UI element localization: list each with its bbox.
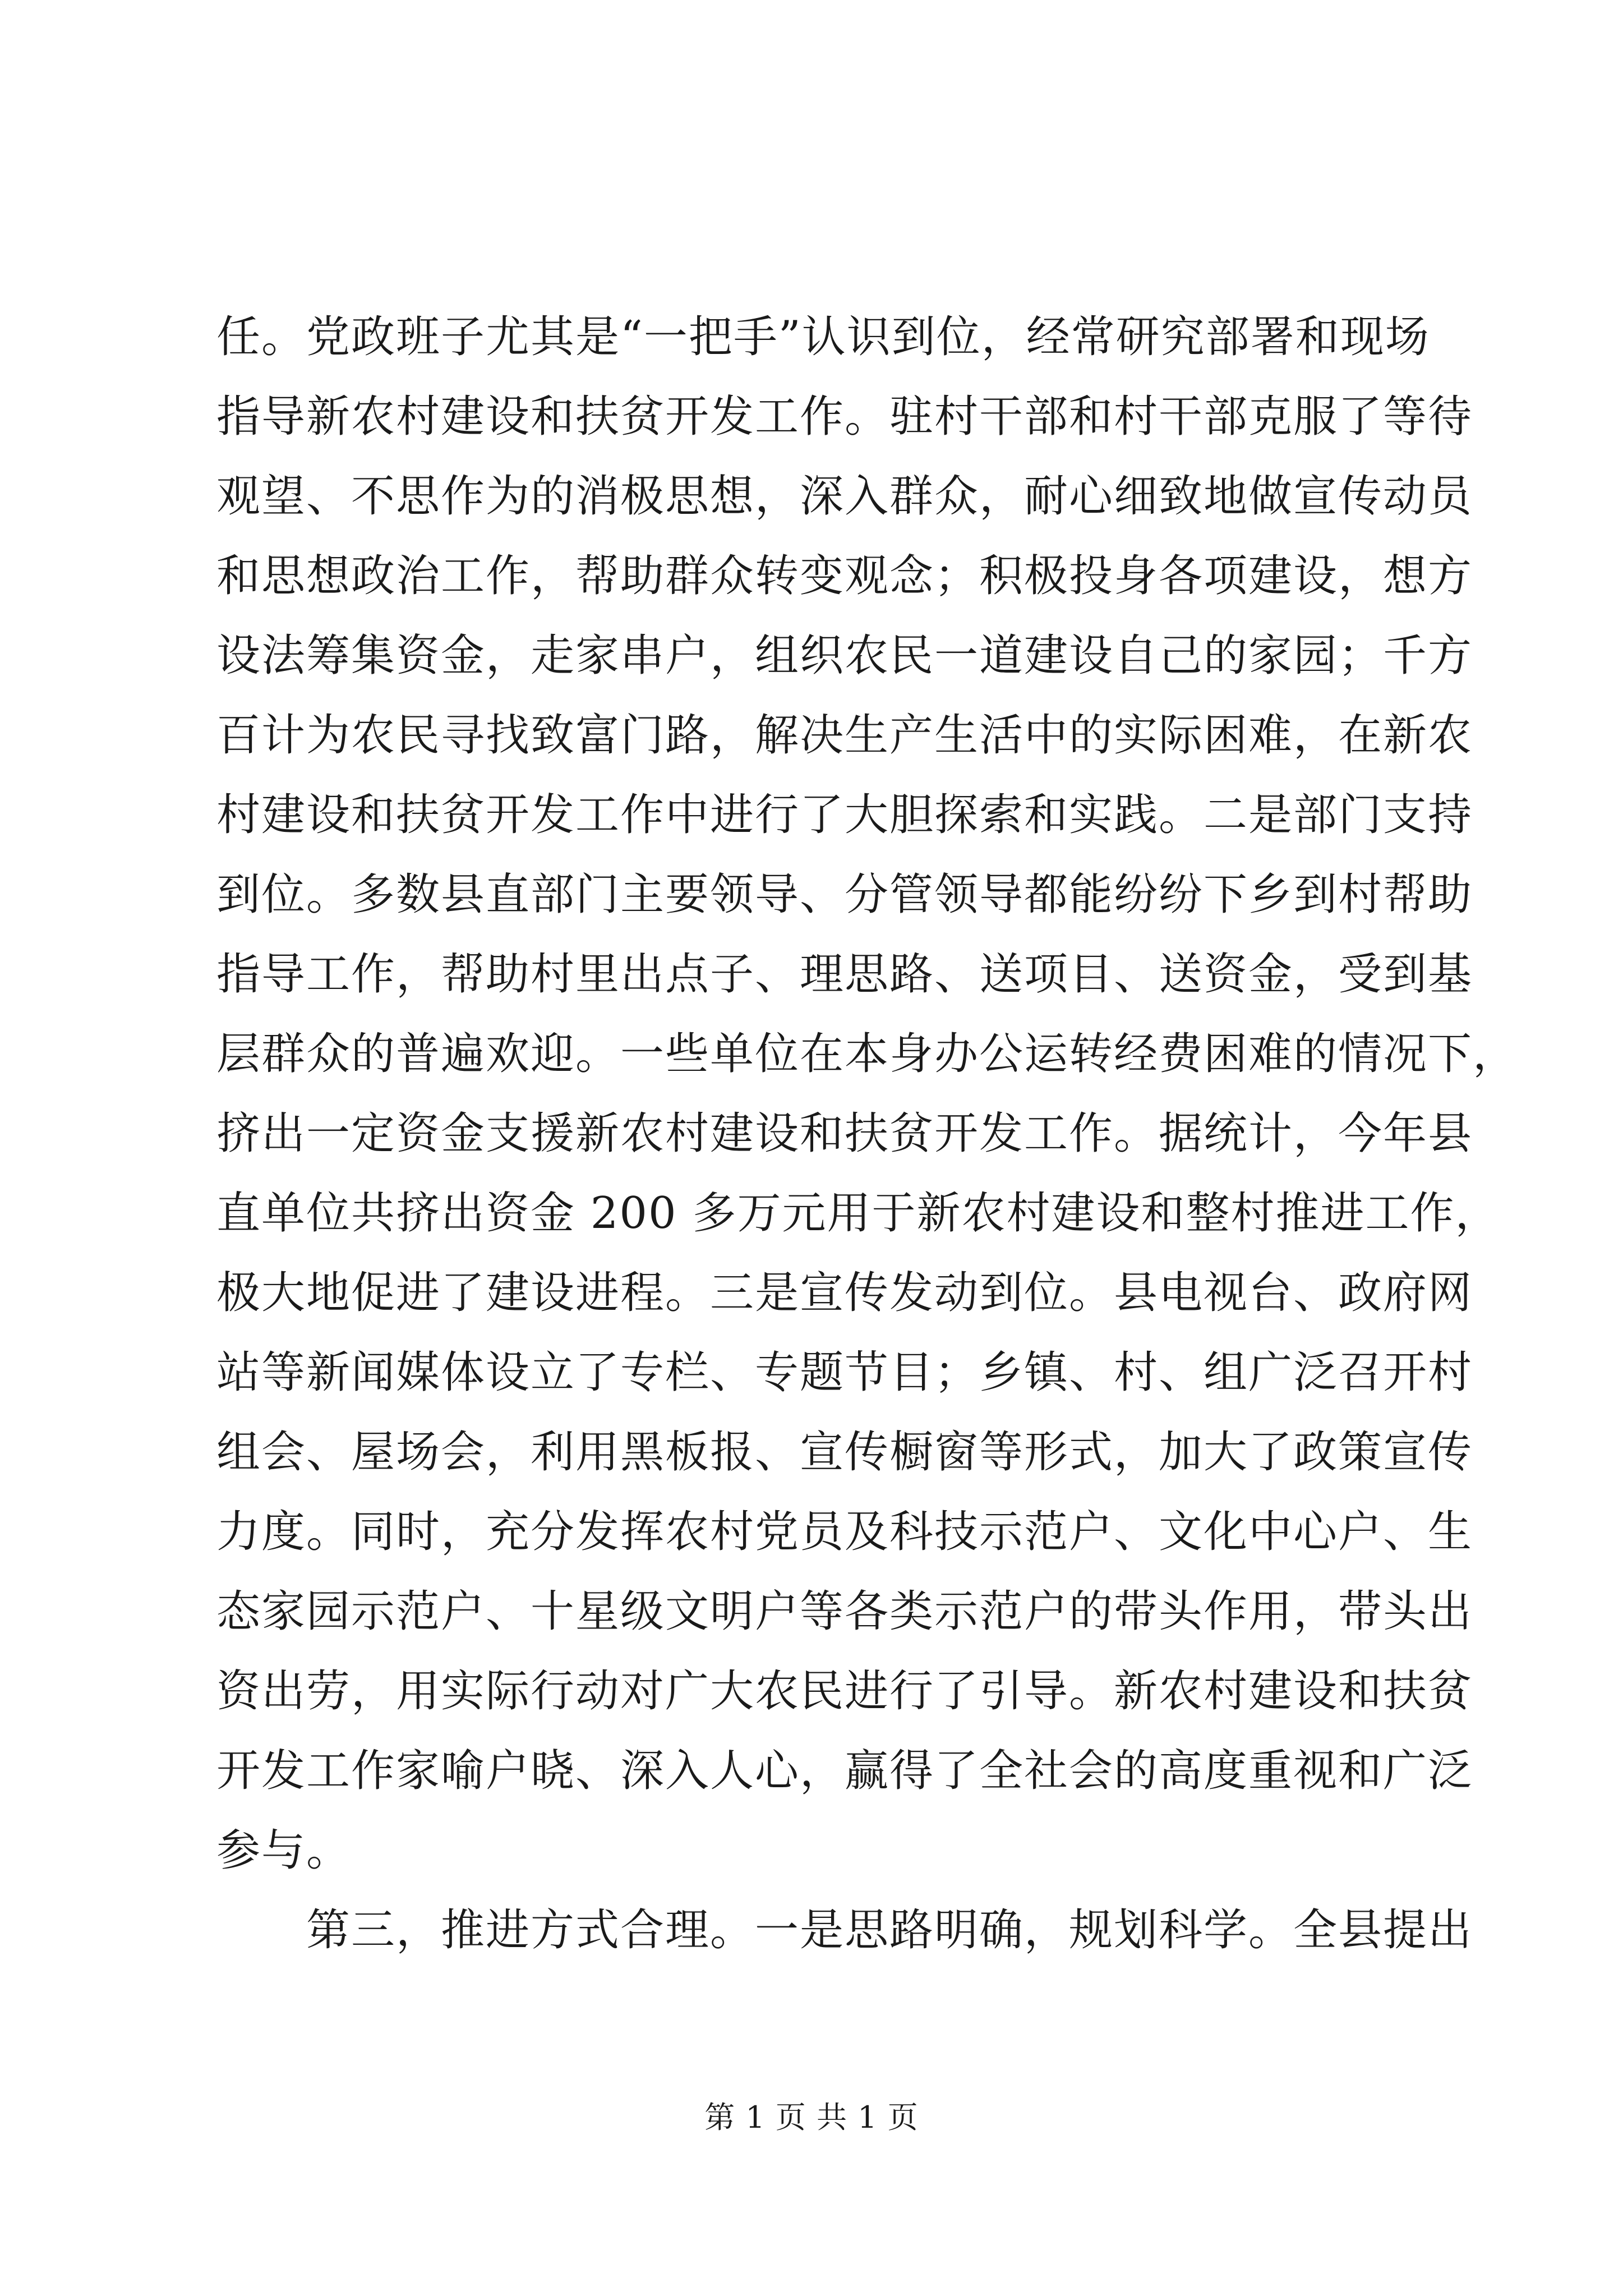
text-line: 观望、不思作为的消极思想，深入群众，耐心细致地做宣传动员 (216, 471, 1473, 522)
text-line: 直单位共挤出资金 200 多万元用于新农村建设和整村推进工作， (216, 1188, 1500, 1239)
text-line: 和思想政治工作，帮助群众转变观念；积极投身各项建设，想方 (216, 551, 1473, 601)
text-line: 力度。同时，充分发挥农村党员及科技示范户、文化中心户、生 (216, 1507, 1473, 1557)
text-line: 第三，推进方式合理。一是思路明确，规划科学。全县提出 (306, 1905, 1473, 1955)
text-line: 组会、屋场会，利用黑板报、宣传橱窗等形式，加大了政策宣传 (216, 1427, 1473, 1478)
text-line: 态家园示范户、十星级文明户等各类示范户的带头作用，带头出 (216, 1586, 1473, 1637)
page-footer (0, 2098, 1623, 2137)
text-line: 设法筹集资金，走家串户，组织农民一道建设自己的家园；千方 (216, 631, 1473, 681)
text-line: 资出劳，用实际行动对广大农民进行了引导。新农村建设和扶贫 (216, 1666, 1473, 1717)
body-text (216, 297, 1518, 1970)
text-line: 任。党政班子尤其是“一把手”认识到位，经常研究部署和现场 (216, 312, 1430, 362)
text-line: 层群众的普遍欢迎。一些单位在本身办公运转经费困难的情况下， (216, 1029, 1518, 1079)
paragraph-1 (216, 297, 1518, 1890)
text-line: 开发工作家喻户晓、深入人心，赢得了全社会的高度重视和广泛 (216, 1746, 1473, 1796)
text-line: 挤出一定资金支援新农村建设和扶贫开发工作。据统计，今年县 (216, 1108, 1473, 1159)
text-line: 指导工作，帮助村里出点子、理思路、送项目、送资金，受到基 (216, 949, 1473, 1000)
text-line: 指导新农村建设和扶贫开发工作。驻村干部和村干部克服了等待 (216, 392, 1473, 442)
text-line: 到位。多数县直部门主要领导、分管领导都能纷纷下乡到村帮助 (216, 869, 1473, 920)
paragraph-2 (216, 1890, 1473, 1970)
page-number: 第 1 页 共 1 页 (704, 2100, 919, 2135)
text-line: 参与。 (216, 1825, 352, 1876)
text-line: 极大地促进了建设进程。三是宣传发动到位。县电视台、政府网 (216, 1268, 1473, 1318)
text-line: 站等新闻媒体设立了专栏、专题节目；乡镇、村、组广泛召开村 (216, 1347, 1473, 1398)
text-line: 百计为农民寻找致富门路，解决生产生活中的实际困难，在新农 (216, 710, 1473, 761)
text-line: 村建设和扶贫开发工作中进行了大胆探索和实践。二是部门支持 (216, 790, 1473, 840)
